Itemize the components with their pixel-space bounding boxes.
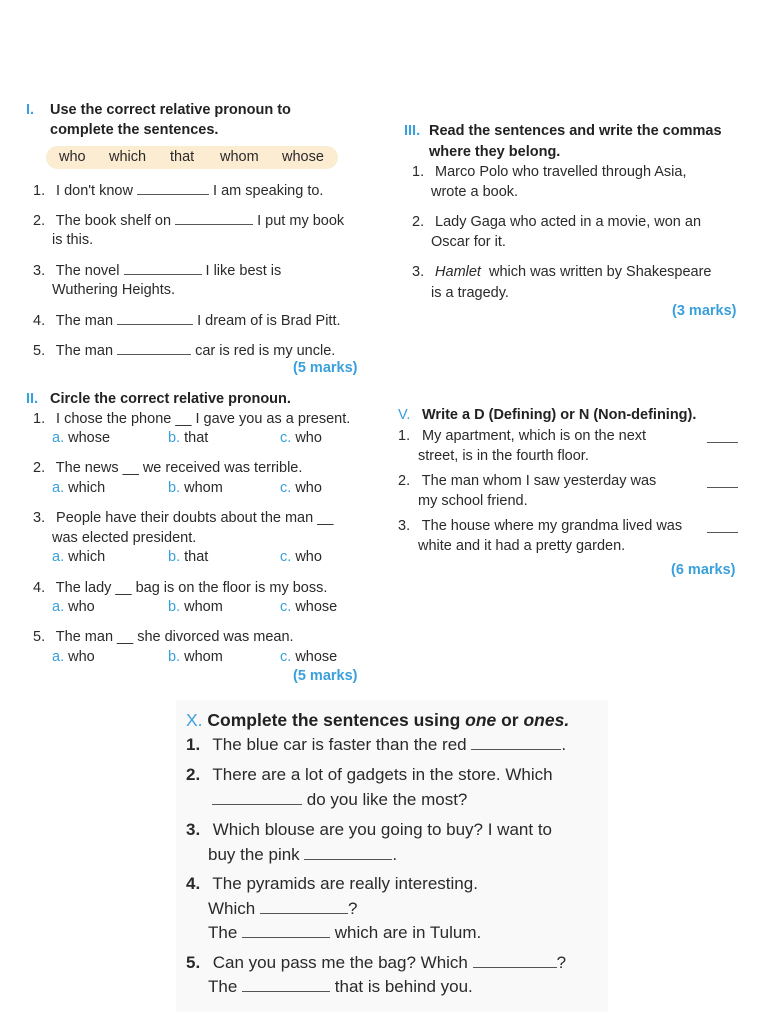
section-10-item (186, 763, 553, 787)
section-3-item (412, 162, 687, 182)
option-letter: a. (52, 549, 65, 565)
word-bank-item: whom (220, 149, 259, 165)
section-1-number: I. (26, 102, 35, 118)
option-text: whom (184, 480, 223, 496)
sentence-text: The man (55, 313, 114, 329)
item-number: 1. (33, 411, 46, 427)
section-1-item (33, 260, 281, 281)
section-1-title-line1: Use the correct relative pronoun to (50, 102, 291, 118)
option-b[interactable] (168, 548, 208, 567)
sentence-text: ? (347, 899, 358, 918)
item-number: 3. (412, 264, 425, 280)
section-5-marks: (6 marks) (671, 562, 736, 578)
section-3-item (412, 262, 711, 282)
question-text: The news __ we received was terrible. (55, 460, 303, 476)
section-2-item (33, 409, 350, 429)
word-bank (46, 146, 338, 169)
section-1-marks: (5 marks) (293, 360, 358, 376)
section-1-title (26, 100, 34, 120)
answer-blank[interactable] (117, 340, 191, 355)
section-5-item (398, 426, 646, 446)
answer-blank[interactable] (707, 428, 738, 443)
section-10-title (186, 708, 569, 732)
option-b[interactable] (168, 648, 223, 667)
sentence-text: There are a lot of gadgets in the store. Which (212, 765, 553, 784)
sentence-text: The house where my grandma lived was (421, 518, 683, 534)
title-text: Complete the sentences using (207, 710, 466, 730)
section-2-marks: (5 marks) (293, 668, 358, 684)
option-text: which (68, 480, 106, 496)
option-c[interactable] (280, 548, 322, 567)
option-letter: b. (168, 480, 181, 496)
sentence-text: Oscar for it. (431, 234, 506, 250)
option-letter: a. (52, 649, 65, 665)
section-1-item (33, 180, 323, 201)
sentence-text: The novel (55, 263, 120, 279)
answer-blank[interactable] (473, 951, 557, 968)
question-text: People have their doubts about the man __ (56, 510, 334, 526)
sentence-text: ? (556, 953, 567, 972)
section-10-item (186, 872, 478, 896)
sentence-text: is a tragedy. (431, 285, 509, 301)
answer-blank[interactable] (137, 180, 209, 195)
option-text: who (68, 599, 95, 615)
item-number: 4. (186, 874, 201, 893)
option-letter: c. (280, 480, 292, 496)
answer-blank[interactable] (124, 260, 202, 275)
section-10-line (208, 843, 397, 867)
section-3-title-line2: where they belong. (429, 144, 561, 160)
answer-blank[interactable] (175, 210, 253, 225)
option-text: who (295, 480, 322, 496)
sentence-text: white and it had a pretty garden. (418, 538, 626, 554)
section-3-marks: (3 marks) (672, 303, 737, 319)
section-5-number: V. (398, 407, 411, 423)
item-number: 5. (186, 953, 201, 972)
option-letter: b. (168, 649, 181, 665)
answer-blank[interactable] (242, 975, 330, 992)
sentence-text: The blue car is faster than the red (212, 735, 467, 754)
answer-blank[interactable] (260, 897, 348, 914)
sentence-text: car is red is my uncle. (195, 343, 336, 359)
item-number: 1. (412, 164, 425, 180)
answer-blank[interactable] (471, 733, 561, 750)
section-2-item (33, 627, 294, 647)
sentence-text: The man whom I saw yesterday was (421, 473, 657, 489)
option-c[interactable] (280, 648, 337, 667)
sentence-text: is this. (52, 232, 94, 248)
option-a[interactable] (52, 648, 95, 667)
item-number: 5. (33, 629, 46, 645)
section-1-item (33, 210, 344, 231)
sentence-text: Marco Polo who travelled through Asia, (435, 164, 687, 180)
section-5-title: Write a D (Defining) or N (Non-defining). (422, 407, 697, 423)
option-text: who (295, 430, 322, 446)
option-letter: b. (168, 599, 181, 615)
section-10-item (186, 951, 566, 975)
section-10-line (212, 788, 467, 812)
section-1-item (33, 310, 341, 331)
option-c[interactable] (280, 598, 337, 617)
item-number: 4. (33, 313, 46, 329)
section-2-item (33, 508, 333, 528)
option-letter: c. (280, 649, 292, 665)
answer-blank[interactable] (304, 843, 392, 860)
option-a[interactable] (52, 548, 105, 567)
word-bank-item: which (109, 149, 147, 165)
option-text: whom (184, 649, 223, 665)
item-number: 2. (33, 460, 46, 476)
section-3-number: III. (404, 123, 421, 139)
option-c[interactable] (280, 479, 322, 498)
item-number: 1. (33, 183, 46, 199)
option-letter: c. (280, 549, 292, 565)
option-letter: b. (168, 430, 181, 446)
option-letter: a. (52, 430, 65, 446)
sentence-text: my school friend. (418, 493, 528, 509)
answer-blank[interactable] (117, 310, 193, 325)
sentence-text: Lady Gaga who acted in a movie, won an (435, 214, 702, 230)
item-number: 2. (33, 213, 46, 229)
section-2-number: II. (26, 391, 39, 407)
section-10-line (208, 897, 357, 921)
item-number: 1. (398, 428, 411, 444)
sentence-text: I don't know (56, 183, 133, 199)
option-b[interactable] (168, 598, 223, 617)
section-3-title-line1: Read the sentences and write the commas (429, 123, 722, 139)
sentence-text: do you like the most? (306, 790, 468, 809)
option-c[interactable] (280, 429, 322, 448)
sentence-text: Wuthering Heights. (52, 282, 176, 298)
sentence-text: buy the pink (208, 845, 300, 864)
option-text: that (184, 549, 209, 565)
sentence-text: The book shelf on (55, 213, 172, 229)
sentence-text: I am speaking to. (213, 183, 324, 199)
section-1-title-line2: complete the sentences. (50, 122, 219, 138)
title-italic: Hamlet (435, 264, 481, 280)
item-number: 3. (186, 820, 201, 839)
title-italic: ones. (523, 710, 570, 730)
sentence-text: Which blouse are you going to buy? I want to (212, 820, 552, 839)
option-b[interactable] (168, 479, 223, 498)
item-number: 2. (398, 473, 411, 489)
item-number: 3. (33, 263, 46, 279)
section-3-item (412, 212, 701, 232)
option-text: whose (295, 599, 338, 615)
sentence-text: Which (208, 899, 256, 918)
question-text: The lady __ bag is on the floor is my boss. (55, 580, 328, 596)
option-letter: b. (168, 549, 181, 565)
item-number: 2. (412, 214, 425, 230)
option-a[interactable] (52, 479, 105, 498)
sentence-text: Can you pass me the bag? Which (212, 953, 468, 972)
question-text: The man __ she divorced was mean. (55, 629, 294, 645)
sentence-text: . (561, 735, 567, 754)
question-text: was elected president. (52, 530, 197, 546)
answer-blank[interactable] (212, 788, 302, 805)
option-text: whose (68, 430, 111, 446)
option-text: that (184, 430, 209, 446)
answer-blank[interactable] (707, 473, 738, 488)
sentence-text: . (392, 845, 398, 864)
sentence-text: The pyramids are really interesting. (212, 874, 478, 893)
section-10-item (186, 733, 566, 757)
option-text: who (68, 649, 95, 665)
option-text: who (295, 549, 322, 565)
option-text: which (68, 549, 106, 565)
word-bank-item: who (59, 149, 86, 165)
option-text: whom (184, 599, 223, 615)
item-number: 3. (398, 518, 411, 534)
section-10-line (208, 975, 473, 999)
section-2-title: Circle the correct relative pronoun. (50, 391, 291, 407)
option-letter: c. (280, 430, 292, 446)
section-10-number: X. (186, 710, 203, 730)
option-text: whose (295, 649, 338, 665)
word-bank-item: whose (282, 149, 324, 165)
answer-blank[interactable] (242, 921, 330, 938)
sentence-text: I put my book (257, 213, 345, 229)
item-number: 5. (33, 343, 46, 359)
sentence-text: My apartment, which is on the next (422, 428, 647, 444)
title-italic: one (465, 710, 497, 730)
section-10-line (208, 921, 481, 945)
item-number: 3. (33, 510, 46, 526)
sentence-text: The (208, 977, 238, 996)
section-1-item (33, 340, 335, 361)
option-b[interactable] (168, 429, 208, 448)
section-5-item (398, 516, 682, 536)
option-a[interactable] (52, 598, 95, 617)
question-text: I chose the phone __ I gave you as a present. (56, 411, 351, 427)
answer-blank[interactable] (707, 518, 738, 533)
sentence-text: street, is in the fourth floor. (418, 448, 589, 464)
sentence-text: which was written by Shakespeare (480, 264, 712, 280)
sentence-text: The man (55, 343, 114, 359)
option-letter: a. (52, 480, 65, 496)
option-letter: c. (280, 599, 292, 615)
sentence-text: wrote a book. (431, 184, 519, 200)
section-5-item (398, 471, 656, 491)
section-10-item (186, 818, 552, 842)
item-number: 2. (186, 765, 201, 784)
sentence-text: I like best is (205, 263, 282, 279)
word-bank-item: that (170, 149, 195, 165)
section-2-item (33, 578, 327, 598)
sentence-text: I dream of is Brad Pitt. (197, 313, 341, 329)
option-letter: a. (52, 599, 65, 615)
sentence-text: which are in Tulum. (334, 923, 482, 942)
option-a[interactable] (52, 429, 110, 448)
item-number: 4. (33, 580, 46, 596)
sentence-text: that is behind you. (334, 977, 473, 996)
title-text: or (496, 710, 524, 730)
item-number: 1. (186, 735, 201, 754)
section-2-item (33, 458, 302, 478)
sentence-text: The (208, 923, 238, 942)
